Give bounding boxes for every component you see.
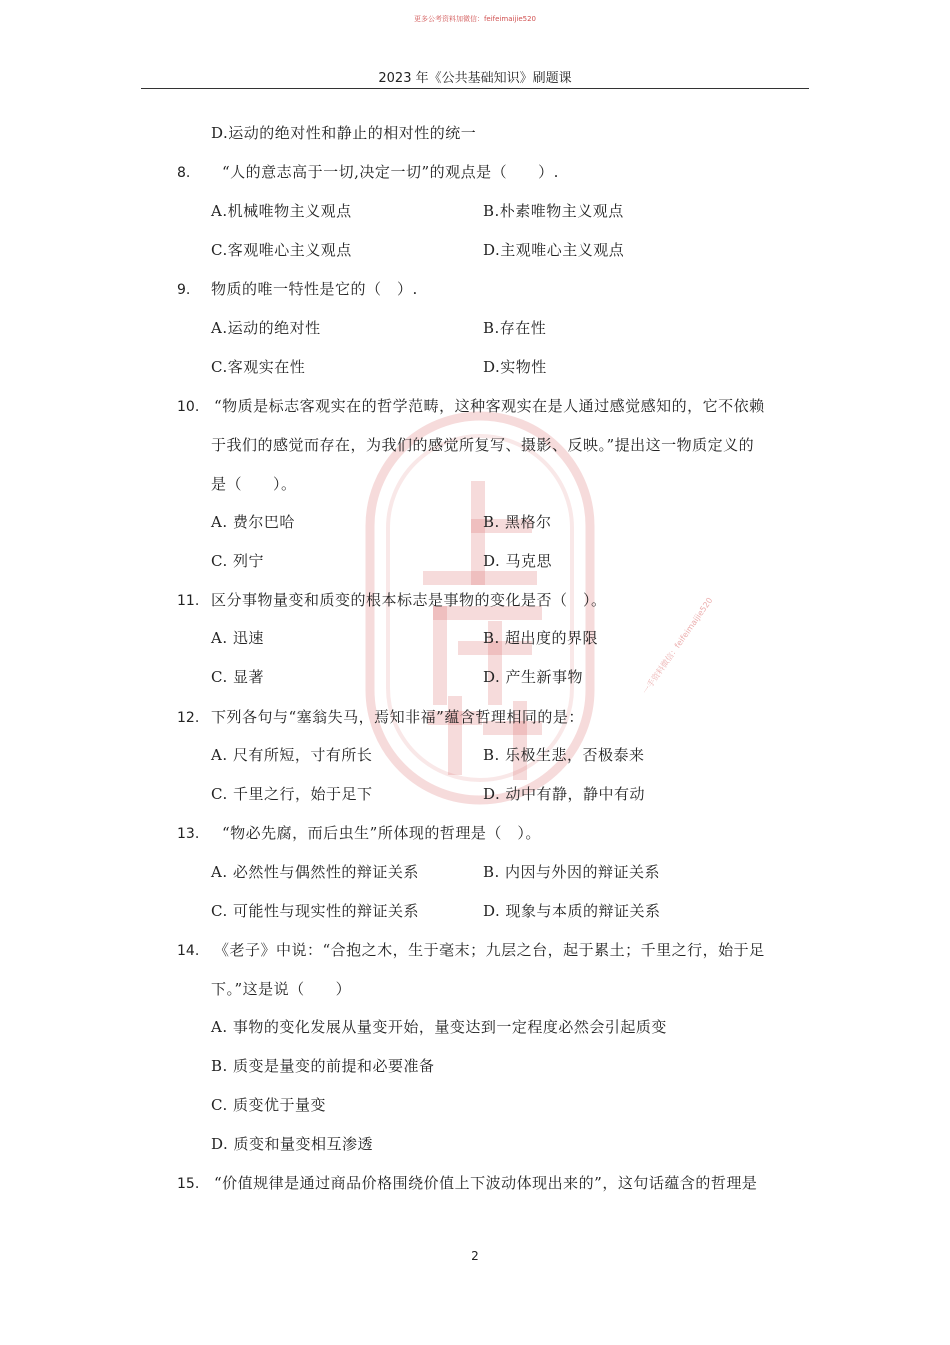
question-12-option-a: A. 尺有所短，寸有所长 <box>211 746 373 764</box>
question-12-text: 下列各句与“塞翁失马，焉知非福”蕴含哲理相同的是： <box>211 708 584 726</box>
question-10-text-line-2: 于我们的感觉而存在，为我们的感觉所复写、摄影、反映。”提出这一物质定义的 <box>211 436 755 454</box>
question-11-option-b: B. 超出度的界限 <box>483 629 599 647</box>
question-13-option-c: C. 可能性与现实性的辩证关系 <box>211 902 419 920</box>
question-8-option-b: B.朴素唯物主义观点 <box>483 202 624 220</box>
question-13-option-a: A. 必然性与偶然性的辩证关系 <box>211 863 419 881</box>
question-13-text: “物必先腐，而后虫生”所体现的哲理是（ ）。 <box>222 824 541 842</box>
question-8-option-d: D.主观唯心主义观点 <box>483 241 625 259</box>
question-14-text-line-1: 《老子》中说：“合抱之木，生于毫末；九层之台，起于累土；千里之行，始于足 <box>214 941 765 959</box>
question-10-text-line-1: “物质是标志客观实在的哲学范畴，这种客观实在是人通过感觉感知的，它不依赖 <box>214 397 765 415</box>
question-10-option-b: B. 黑格尔 <box>483 513 552 531</box>
question-8-number: 8. <box>177 165 191 181</box>
question-9-option-d: D.实物性 <box>483 358 547 376</box>
diagonal-watermark-text: 一手资料微信：feifeimaijie520 <box>640 595 715 696</box>
question-14-option-a: A. 事物的变化发展从量变开始，量变达到一定程度必然会引起质变 <box>211 1018 667 1036</box>
question-9-option-b: B.存在性 <box>483 319 547 337</box>
question-14-option-d: D. 质变和量变相互渗透 <box>211 1135 374 1153</box>
question-8-option-a: A.机械唯物主义观点 <box>211 202 352 220</box>
prev-question-option-d: D.运动的绝对性和静止的相对性的统一 <box>211 124 477 142</box>
question-12-option-c: C. 千里之行，始于足下 <box>211 785 373 803</box>
question-12-option-b: B. 乐极生悲，否极泰来 <box>483 746 645 764</box>
question-10-number: 10. <box>177 399 200 415</box>
question-10-option-c: C. 列宁 <box>211 552 264 570</box>
question-8-option-c: C.客观唯心主义观点 <box>211 241 352 259</box>
page-number: 2 <box>471 1249 479 1263</box>
question-12-option-d: D. 动中有静，静中有动 <box>483 785 646 803</box>
question-9-option-a: A.运动的绝对性 <box>211 319 321 337</box>
question-15-number: 15. <box>177 1176 200 1192</box>
question-14-option-c: C. 质变优于量变 <box>211 1096 326 1114</box>
question-9-text: 物质的唯一特性是它的（ ）. <box>211 280 418 298</box>
question-13-number: 13. <box>177 826 200 842</box>
question-11-text: 区分事物量变和质变的根本标志是事物的变化是否（ ）。 <box>211 591 607 609</box>
question-13-option-b: B. 内因与外因的辩证关系 <box>483 863 661 881</box>
question-12-number: 12. <box>177 710 200 726</box>
question-14-number: 14. <box>177 943 200 959</box>
question-14-text-line-2: 下。”这是说（ ） <box>211 980 352 998</box>
question-15-text: “价值规律是通过商品价格围绕价值上下波动体现出来的”，这句话蕴含的哲理是 <box>214 1174 758 1192</box>
question-11-number: 11. <box>177 593 200 609</box>
question-9-option-c: C.客观实在性 <box>211 358 306 376</box>
question-11-option-a: A. 迅速 <box>211 629 264 647</box>
question-9-number: 9. <box>177 282 191 298</box>
question-13-option-d: D. 现象与本质的辩证关系 <box>483 902 661 920</box>
question-10-option-a: A. 费尔巴哈 <box>211 513 295 531</box>
page-header-title: 2023 年《公共基础知识》刷题课 <box>378 71 572 86</box>
question-10-option-d: D. 马克思 <box>483 552 553 570</box>
question-10-text-line-3: 是（ ）。 <box>211 475 297 493</box>
question-8-text: “人的意志高于一切,决定一切”的观点是（ ）. <box>222 163 559 181</box>
question-11-option-c: C. 显著 <box>211 668 264 686</box>
header-divider <box>141 88 809 89</box>
top-watermark-note: 更多公考资料加微信：feifeimaijie520 <box>413 15 537 23</box>
question-11-option-d: D. 产生新事物 <box>483 668 584 686</box>
question-14-option-b: B. 质变是量变的前提和必要准备 <box>211 1057 435 1075</box>
